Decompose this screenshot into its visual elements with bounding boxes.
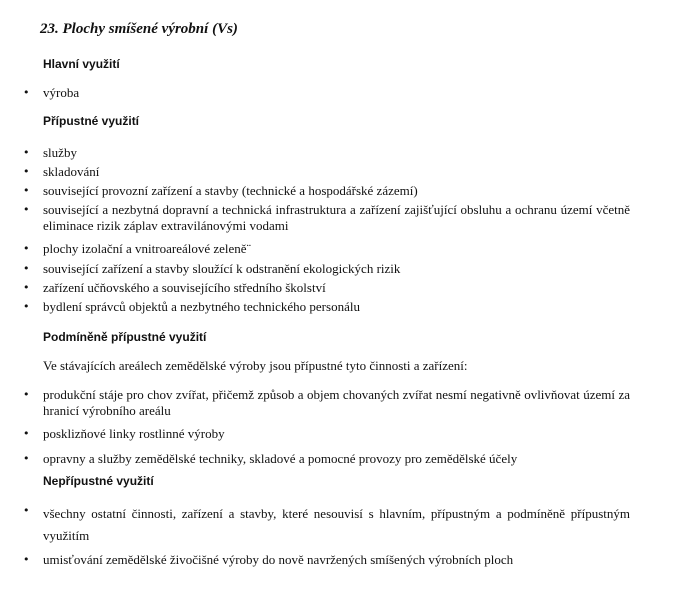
- heading-conditional-use: Podmíněně přípustné využití: [43, 330, 207, 344]
- list-item-text: služby: [43, 145, 77, 160]
- bullet-icon: •: [23, 242, 30, 255]
- bullet-icon: •: [23, 452, 30, 465]
- list-item-text: umisťování zemědělské živočišné výroby do nově navržených smíšených výrobních ploch: [43, 552, 514, 567]
- heading-main-use: Hlavní využití: [43, 57, 120, 71]
- bullet-icon: •: [23, 427, 30, 440]
- list-item-text: opravny a služby zemědělské techniky, skladové a pomocné provozy pro zemědělské účely: [43, 451, 518, 466]
- list-item-text: bydlení správců objektů a nezbytného technického personálu: [43, 299, 360, 314]
- list-item-text: skladování: [43, 164, 100, 179]
- bullet-icon: •: [23, 146, 30, 159]
- list-item-text: výroba: [43, 85, 80, 100]
- bullet-icon: •: [23, 184, 30, 197]
- bullet-icon: •: [23, 300, 30, 313]
- heading-prohibited-use: Nepřípustné využití: [43, 474, 154, 488]
- section-title: 23. Plochy smíšené výrobní (Vs): [40, 21, 238, 37]
- bullet-icon: •: [23, 262, 30, 275]
- bullet-icon: •: [23, 504, 30, 517]
- bullet-icon: •: [23, 388, 30, 401]
- bullet-icon: •: [23, 553, 30, 566]
- bullet-icon: •: [23, 86, 30, 99]
- bullet-icon: •: [23, 203, 30, 216]
- bullet-icon: •: [23, 281, 30, 294]
- bullet-icon: •: [23, 165, 30, 178]
- conditional-use-intro: Ve stávajících areálech zemědělské výroby jsou přípustné tyto činnosti a zařízení:: [43, 358, 468, 373]
- list-item-text: všechny ostatní činnosti, zařízení a stavby, které nesouvisí s hlavním, přípustným a podmíněně přípustným využitím: [43, 506, 630, 543]
- list-item-text: související zařízení a stavby sloužící k odstranění ekologických rizik: [43, 261, 401, 276]
- list-item-text: produkční stáje pro chov zvířat, přičemž způsob a objem chovaných zvířat nesmí negativně ovlivňovat území za hranicí výrobního areálu: [43, 387, 630, 418]
- list-item-text: související provozní zařízení a stavby (technické a hospodářské zázemí): [43, 183, 418, 198]
- heading-permitted-use: Přípustné využití: [43, 114, 140, 128]
- list-item-text: zařízení učňovského a souvisejícího středního školství: [43, 280, 326, 295]
- list-item-text: plochy izolační a vnitroareálové zeleně¨: [43, 241, 251, 256]
- list-item-text: posklizňové linky rostlinné výroby: [43, 426, 225, 441]
- list-item-text: související a nezbytná dopravní a technická infrastruktura a zařízení zajišťující obsluhu a ochranu území včetně eliminace rizik záplav extravilánovými vodami: [43, 202, 630, 233]
